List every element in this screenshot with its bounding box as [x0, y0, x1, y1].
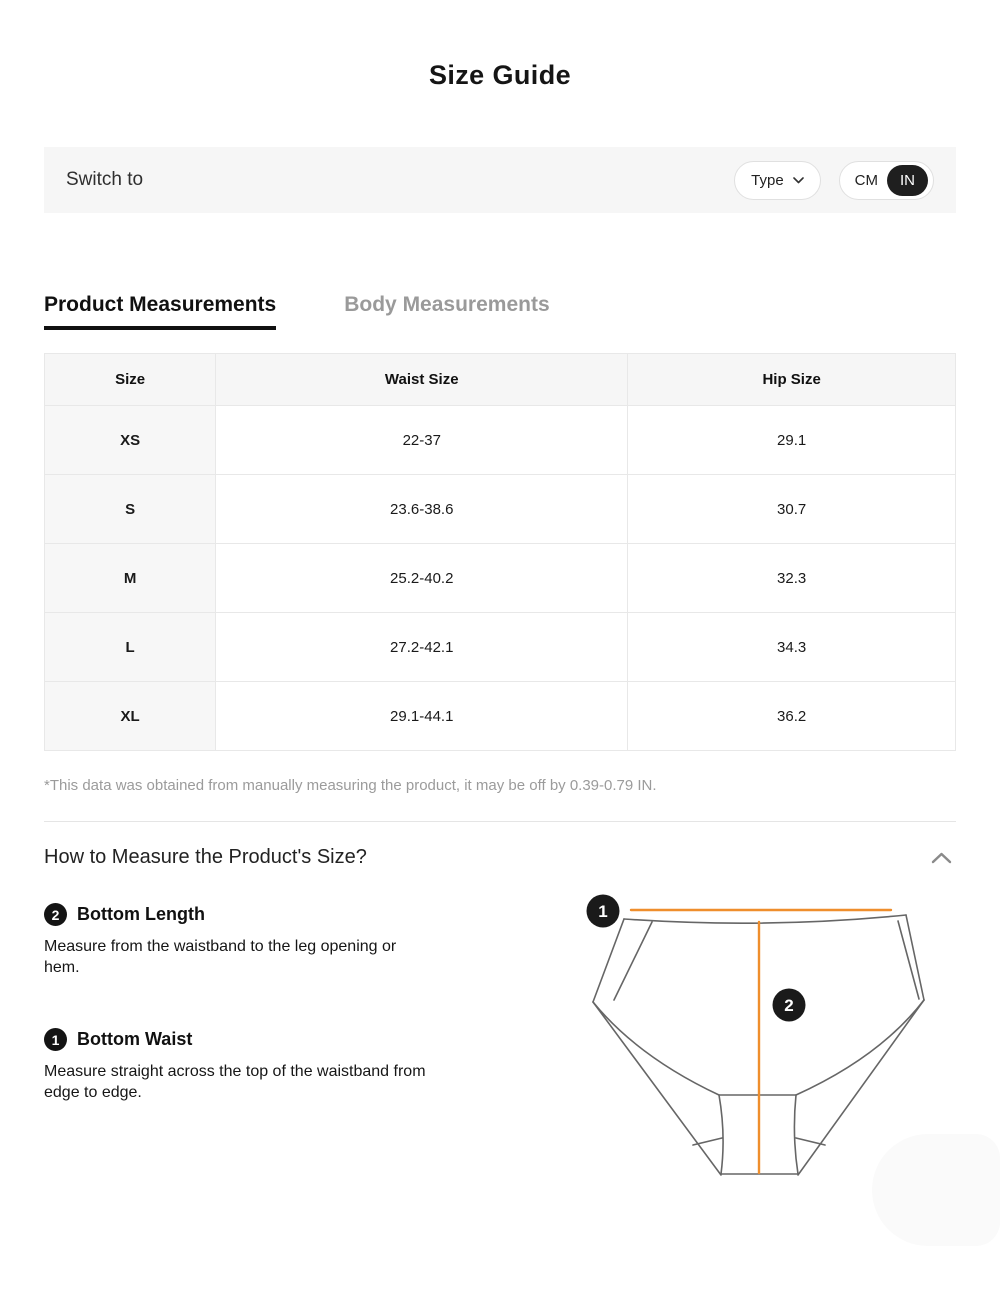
table-row: [45, 613, 956, 682]
cell-size: S: [45, 475, 216, 544]
cell-waist: 23.6-38.6: [216, 475, 628, 544]
table-row: [45, 682, 956, 751]
cell-size: XS: [45, 406, 216, 475]
chevron-down-icon: [793, 177, 804, 184]
switch-controls: [734, 161, 934, 200]
table-row: [45, 544, 956, 613]
step-bottom-length: [44, 903, 524, 978]
step-bottom-waist: [44, 1028, 524, 1103]
diagram-badges: [587, 895, 806, 1022]
cell-hip: 30.7: [628, 475, 956, 544]
unit-toggle[interactable]: [839, 161, 934, 200]
cell-hip: 29.1: [628, 406, 956, 475]
step-heading: [44, 1028, 524, 1051]
measurement-disclaimer: *This data was obtained from manually measuring the product, it may be off by 0.39-0.79 IN.: [44, 777, 657, 794]
cell-size: L: [45, 613, 216, 682]
cell-waist: 25.2-40.2: [216, 544, 628, 613]
step-label: Bottom Waist: [77, 1029, 193, 1050]
cell-waist: 22-37: [216, 406, 628, 475]
step-number-badge: 2: [44, 903, 67, 926]
cell-hip: 36.2: [628, 682, 956, 751]
switch-to-label: Switch to: [66, 169, 144, 190]
tab-product-measurements[interactable]: Product Measurements: [44, 293, 276, 330]
table-row: [45, 475, 956, 544]
cell-waist: 29.1-44.1: [216, 682, 628, 751]
chevron-up-icon[interactable]: [927, 848, 956, 868]
page-title: Size Guide: [428, 60, 572, 90]
col-header-hip: Hip Size: [628, 354, 956, 406]
table-row: [45, 406, 956, 475]
tab-body-measurements[interactable]: Body Measurements: [344, 293, 550, 316]
cell-size: XL: [45, 682, 216, 751]
unit-option-in-selected[interactable]: IN: [887, 165, 928, 196]
type-dropdown-label: Type: [751, 171, 784, 189]
cell-size: M: [45, 544, 216, 613]
how-to-measure-header: [44, 822, 956, 869]
badge-1-number: 1: [598, 902, 608, 921]
size-table: [44, 353, 956, 751]
floating-widget-placeholder: [872, 1134, 1000, 1246]
step-number-badge: 1: [44, 1028, 67, 1051]
measure-steps: [44, 903, 524, 1103]
cell-hip: 32.3: [628, 544, 956, 613]
unit-option-cm[interactable]: CM: [854, 171, 878, 189]
col-header-waist: Waist Size: [216, 354, 628, 406]
step-description: Measure straight across the top of the waistband from edge to edge.: [44, 1063, 426, 1102]
how-to-measure-content: [44, 903, 956, 1233]
cell-hip: 34.3: [628, 613, 956, 682]
step-label: Bottom Length: [77, 904, 205, 924]
how-to-measure-title: How to Measure the Product's Size?: [44, 846, 367, 868]
step-heading: [44, 903, 524, 926]
step-description: Measure from the waistband to the leg opening or hem.: [44, 938, 397, 977]
col-header-size: Size: [45, 354, 216, 406]
type-dropdown-button[interactable]: [734, 161, 821, 200]
unit-switch-bar: [44, 147, 956, 213]
table-header-row: [45, 354, 956, 406]
cell-waist: 27.2-42.1: [216, 613, 628, 682]
measurement-lines: [631, 910, 891, 1173]
badge-2-number: 2: [784, 996, 794, 1015]
measurement-tabs: [44, 293, 956, 330]
